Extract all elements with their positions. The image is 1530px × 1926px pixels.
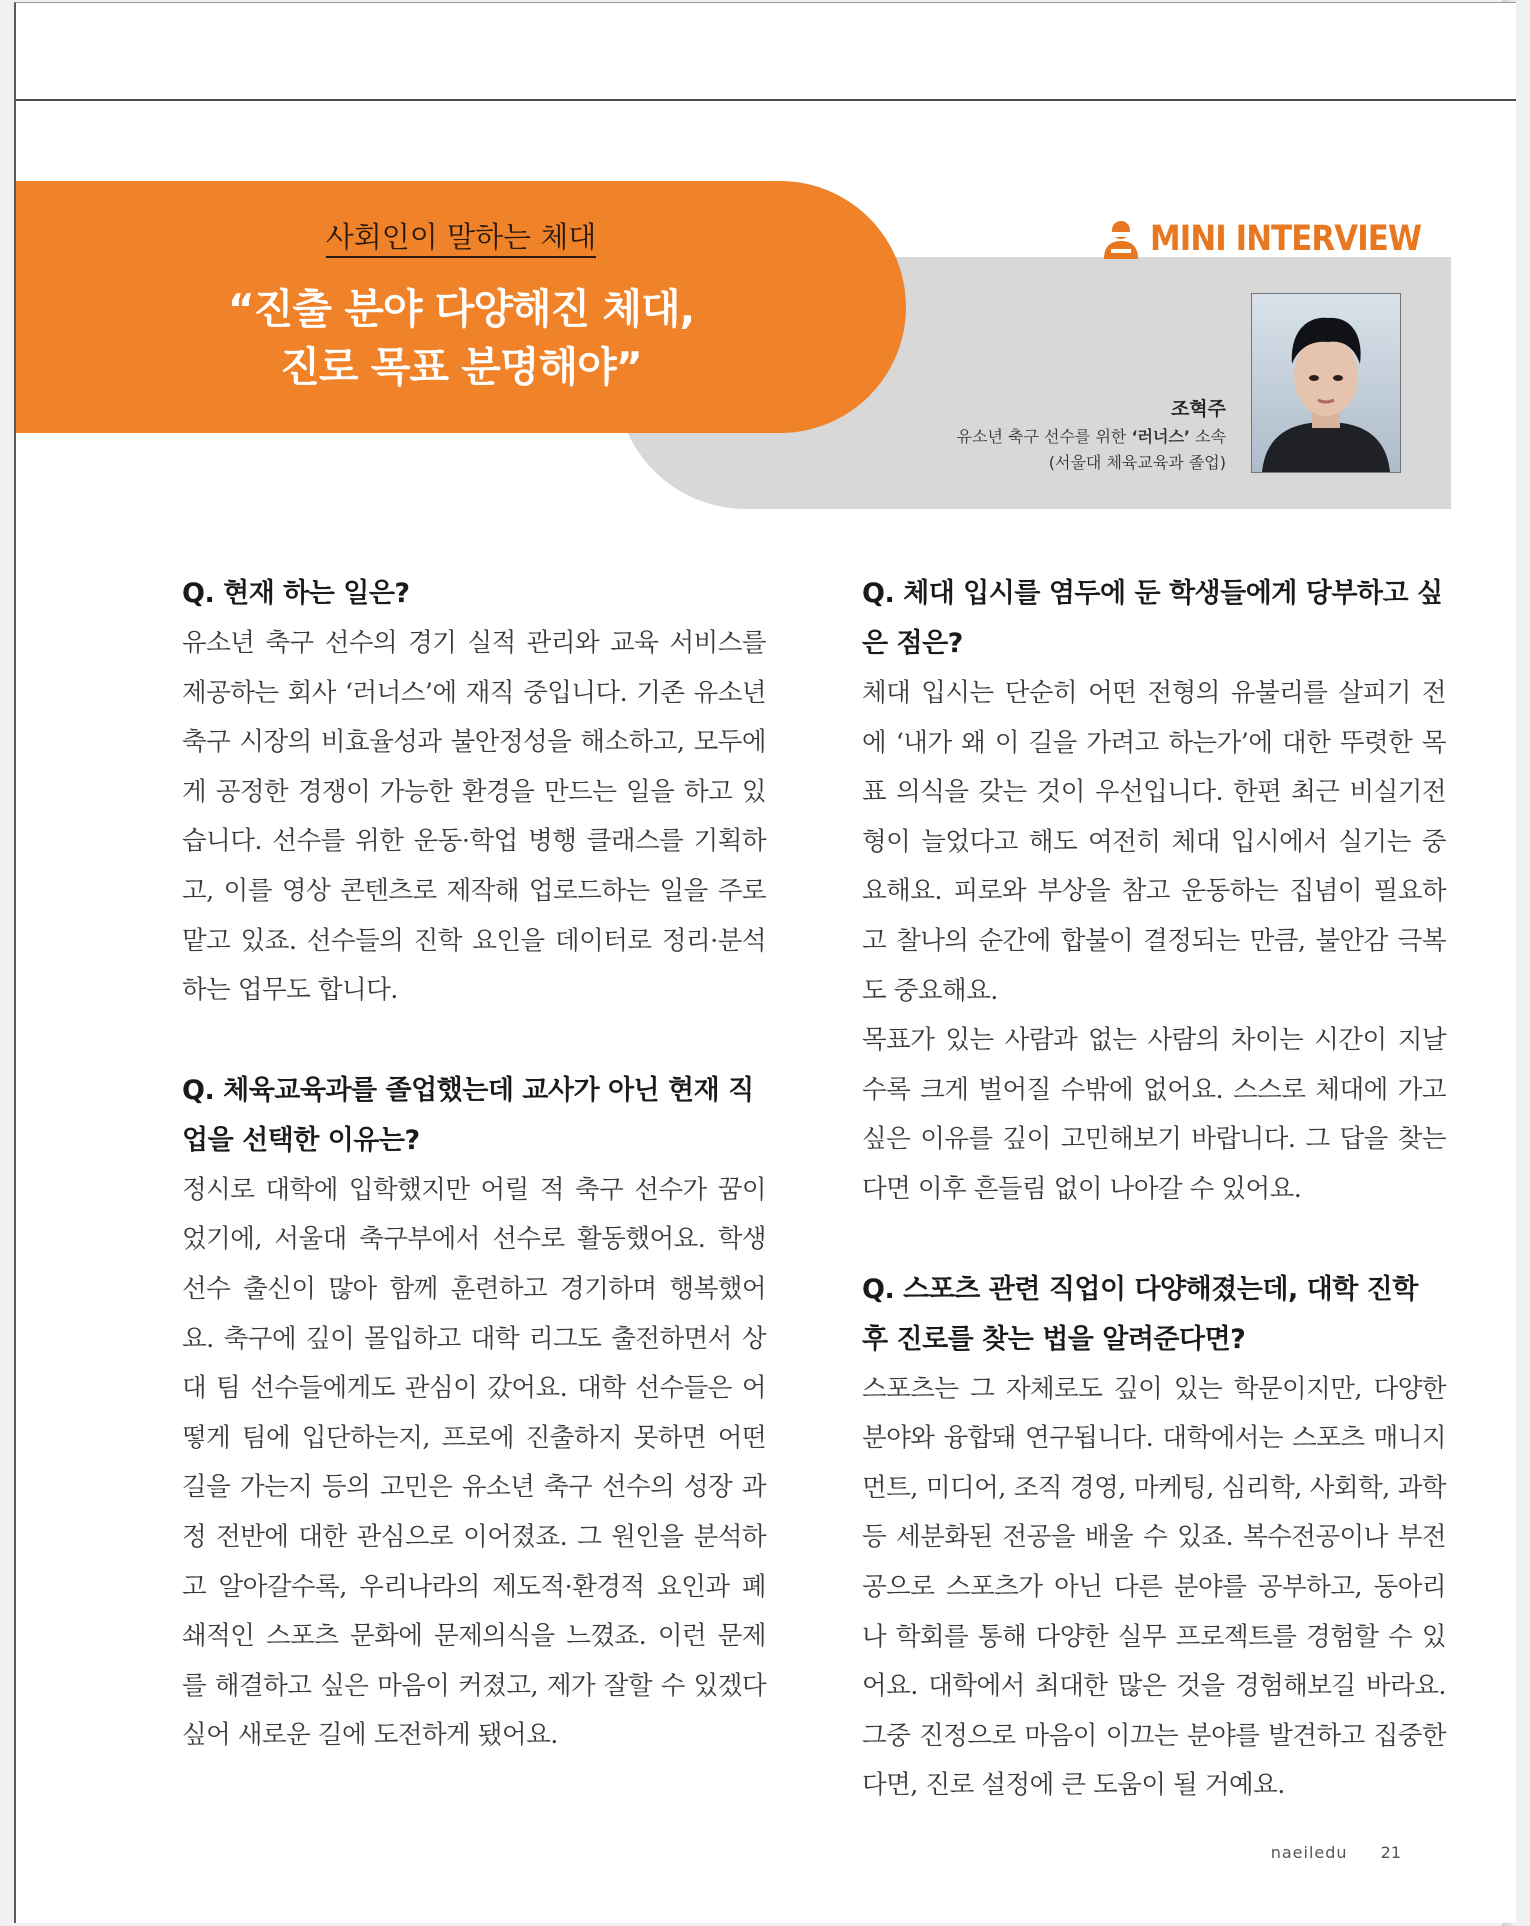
question: Q. 체육교육과를 졸업했는데 교사가 아닌 현재 직업을 선택한 이유는?	[182, 1074, 754, 1156]
article-title	[16, 280, 906, 396]
qa-block	[862, 569, 1446, 1215]
question: Q. 현재 하는 일은?	[182, 578, 410, 609]
qa-block	[182, 569, 766, 1016]
interviewee-affiliation	[957, 424, 1226, 447]
answer	[182, 1166, 766, 1761]
interviewee-photo	[1251, 293, 1401, 473]
affiliation-org: ‘러너스’	[1131, 427, 1190, 446]
section-kicker-text: 사회인이 말하는 체대	[326, 220, 597, 258]
right-column	[862, 569, 1446, 1861]
qa-block	[862, 1265, 1446, 1811]
portrait-illustration	[1252, 294, 1400, 472]
answer-paragraph: 유소년 축구 선수의 경기 실적 관리와 교육 서비스를 제공하는 회사 ‘러너스’에 재직 중입니다. 기존 유소년 축구 시장의 비효율성과 불안정성을 해소하고, 모두에게 공정한 경쟁이 가능한 환경을 만드는 일을 하고 있습니다. 선수를 위한 운동·학업 병행 클래스를 기획하고, 이를 영상 콘텐츠로 제작해 업로드하는 일을 주로 맡고 있죠. 선수들의 진학 요인을 데이터로 정리·분석하는 업무도 합니다.	[182, 628, 766, 1006]
answer	[862, 669, 1446, 1215]
interviewee-education: (서울대 체육교육과 졸업)	[1048, 453, 1226, 472]
answer	[182, 619, 766, 1016]
affiliation-prefix: 유소년 축구 선수를 위한	[956, 427, 1132, 446]
answer-paragraph: 정시로 대학에 입학했지만 어릴 적 축구 선수가 꿈이었기에, 서울대 축구부에서 선수로 활동했어요. 학생 선수 출신이 많아 함께 훈련하고 경기하며 행복했어요. 축구에 깊이 몰입하고 대학 리그도 출전하면서 상대 팀 선수들에게도 관심이 갔어요. 대학 선수들은 어떻게 팀에 입단하는지, 프로에 진출하지 못하면 어떤 길을 가는지 등의 고민은 유소년 축구 선수의 성장 과정 전반에 대한 관심으로 이어졌죠. 그 원인을 분석하고 알아갈수록, 우리나라의 제도적·환경적 요인과 폐쇄적인 스포츠 문화에 문제의식을 느꼈죠. 이런 문제를 해결하고 싶은 마음이 커졌고, 제가 잘할 수 있겠다 싶어 새로운 길에 도전하게 됐어요.	[182, 1174, 766, 1751]
question: Q. 스포츠 관련 직업이 다양해졌는데, 대학 진학 후 진로를 찾는 법을 알려준다면?	[862, 1273, 1418, 1355]
mini-interview-label: MINI INTERVIEW	[1150, 219, 1422, 259]
answer-paragraph: 목표가 있는 사람과 없는 사람의 차이는 시간이 지날수록 크게 벌어질 수밖에 없어요. 스스로 체대에 가고 싶은 이유를 깊이 고민해보기 바랍니다. 그 답을 찾는다면 이후 흔들림 없이 나아갈 수 있어요.	[862, 1025, 1446, 1204]
top-rule	[16, 99, 1516, 101]
affiliation-suffix: 소속	[1190, 427, 1226, 446]
interviewee-name: 조혁주	[1170, 398, 1226, 420]
answer-paragraph: 체대 입시는 단순히 어떤 전형의 유불리를 살피기 전에 ‘내가 왜 이 길을 가려고 하는가’에 대한 뚜렷한 목표 의식을 갖는 것이 우선입니다. 한편 최근 비실기전형이 늘었다고 해도 여전히 체대 입시에서 실기는 중요해요. 피로와 부상을 참고 운동하는 집념이 필요하고 찰나의 순간에 합불이 결정되는 만큼, 불안감 극복도 중요해요.	[862, 678, 1446, 1006]
article-title-line-1: “진출 분야 다양해진 체대,	[227, 285, 695, 333]
publication-name: naeiledu	[1270, 1843, 1348, 1862]
section-kicker	[16, 215, 906, 256]
page-footer	[1271, 1843, 1401, 1862]
page-number: 21	[1380, 1843, 1401, 1862]
mini-interview-header	[1102, 217, 1458, 261]
left-column	[182, 569, 766, 1811]
question: Q. 체대 입시를 염두에 둔 학생들에게 당부하고 싶은 점은?	[862, 578, 1443, 659]
person-icon	[1102, 219, 1140, 259]
answer	[862, 1365, 1446, 1811]
article-title-line-2: 진로 목표 분명해야”	[280, 343, 642, 391]
magazine-page	[14, 2, 1516, 1923]
qa-block	[182, 1066, 766, 1761]
answer-paragraph: 스포츠는 그 자체로도 깊이 있는 학문이지만, 다양한 분야와 융합돼 연구됩니다. 대학에서는 스포츠 매니지먼트, 미디어, 조직 경영, 마케팅, 심리학, 사회학, 과학 등 세분화된 전공을 배울 수 있죠. 복수전공이나 부전공으로 스포츠가 아닌 다른 분야를 공부하고, 동아리나 학회를 통해 다양한 실무 프로젝트를 경험할 수 있어요. 대학에서 최대한 많은 것을 경험해보길 바라요. 그중 진정으로 마음이 이끄는 분야를 발견하고 집중한다면, 진로 설정에 큰 도움이 될 거예요.	[862, 1373, 1446, 1801]
